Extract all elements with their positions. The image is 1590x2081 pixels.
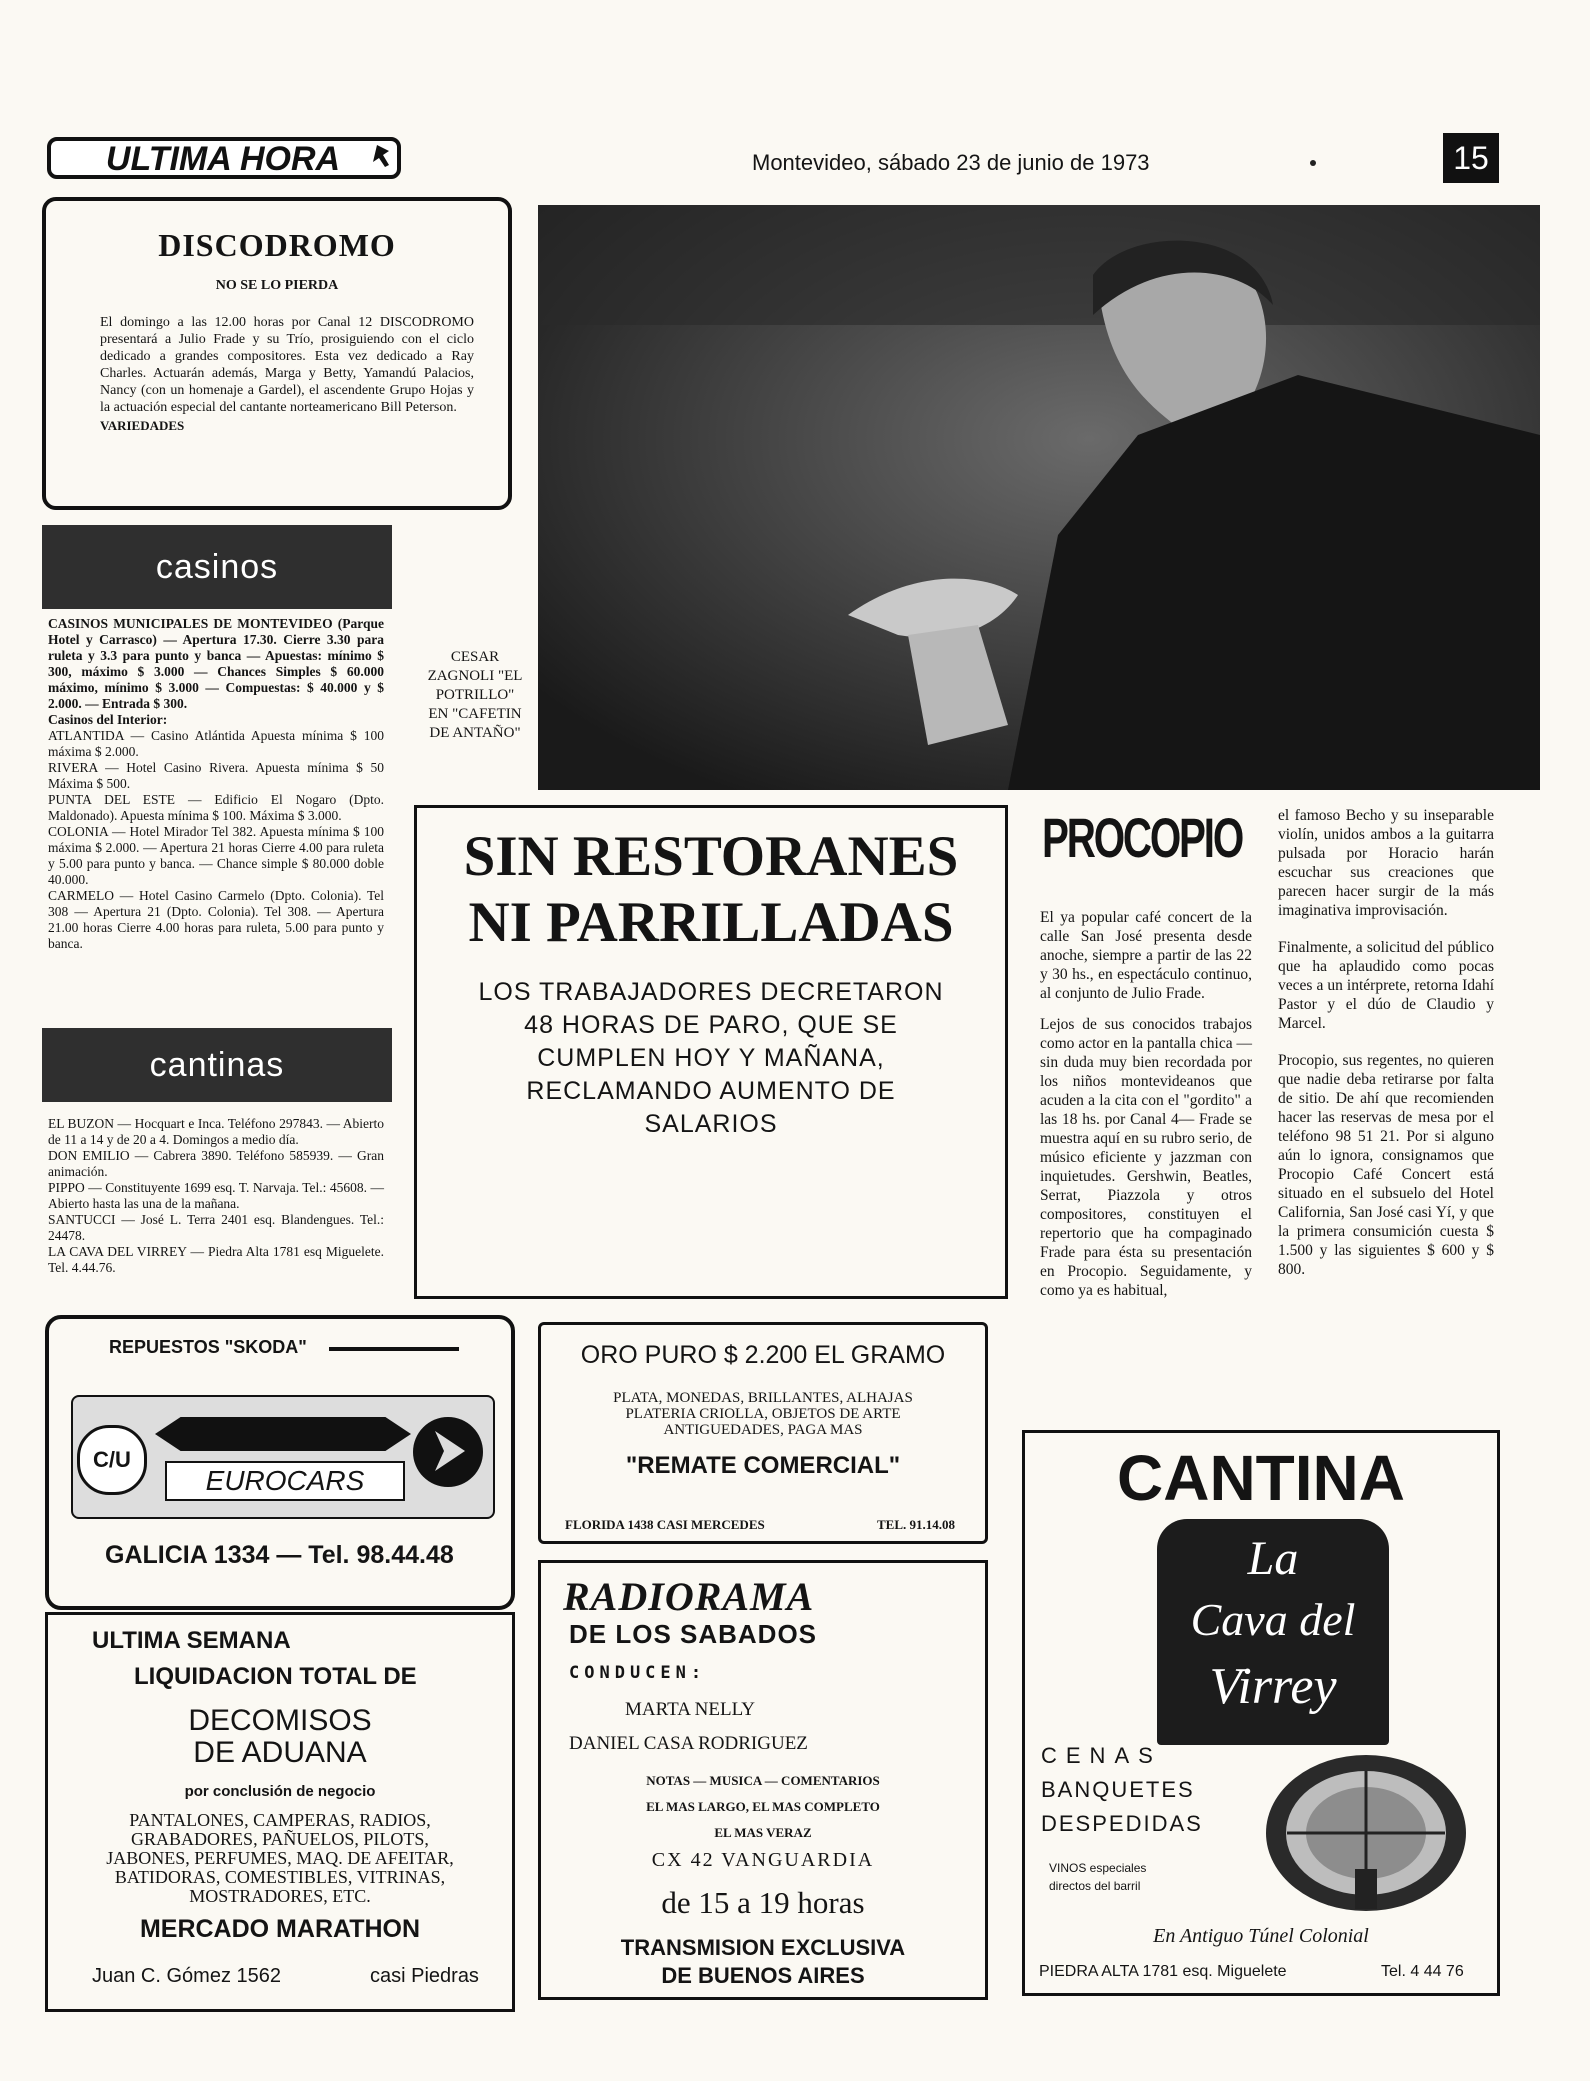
wine-barrel-icon bbox=[1257, 1749, 1475, 1917]
cantina-ad-cenas: CENAS bbox=[1041, 1743, 1162, 1768]
liquidacion-ad-l5: por conclusión de negocio bbox=[184, 1783, 376, 1800]
cantinas-banner: cantinas bbox=[42, 1028, 392, 1102]
procopio-paragraph: El ya popular café concert de la calle San José presenta desde anoche, siempre a partir de las 22 y 30 hs., en espectáculo continuo, al conjunto de Julio Frade. bbox=[1040, 909, 1252, 1002]
cantina-ad-address: PIEDRA ALTA 1781 esq. Miguelete bbox=[1039, 1963, 1287, 1980]
skoda-logo-icon bbox=[413, 1417, 483, 1487]
casinos-entry: CARMELO — Hotel Casino Carmelo (Dpto. Colonia). Tel 308 — Apertura 21 (Dpto. Colonia). Tel 308. — Apertura 21.00 horas Cierre 4.00 horas para ruleta, 5.00 para punto y banca. bbox=[48, 888, 384, 951]
skoda-ad-rule bbox=[329, 1347, 459, 1351]
eurocars-logo-panel bbox=[71, 1395, 495, 1519]
photo-cesar-zagnoli bbox=[538, 205, 1540, 790]
page-number: 15 bbox=[1443, 133, 1499, 183]
cantina-ad-tel: Tel. 4 44 76 bbox=[1381, 1963, 1464, 1980]
radiorama-line-1: NOTAS — MUSICA — COMENTARIOS bbox=[646, 1773, 880, 1788]
radiorama-station: CX 42 VANGUARDIA bbox=[651, 1849, 875, 1871]
procopio-paragraph: Procopio, sus regentes, no quieren que nadie deba retirarse por falta de sitio. De ahí que recomienden hacer las reservas de mesa por el teléfono 98 51 21. Por si alguno aún lo ignora, consignamos que Procopio Café Concert está situado en el subsuelo del Hotel California, San José casi Yí, y que la primera consumición cuesta $ 1.500 y las siguientes $ 600 y $ 800. bbox=[1278, 1052, 1494, 1278]
skoda-ad bbox=[45, 1315, 515, 1610]
liquidacion-ad bbox=[45, 1612, 515, 2012]
sin-restoranes-headline: SIN RESTORANES NI PARRILLADAS bbox=[463, 825, 959, 954]
radiorama-host-1: MARTA NELLY bbox=[625, 1699, 756, 1720]
liquidacion-ad-l4: DE ADUANA bbox=[193, 1736, 367, 1769]
discodromo-title: DISCODROMO bbox=[158, 227, 396, 263]
cava-logo-l3: Virrey bbox=[1209, 1658, 1337, 1715]
cantina-ad-tagline: En Antiguo Túnel Colonial bbox=[1153, 1925, 1369, 1947]
cantinas-entry: EL BUZON — Hocquart e Inca. Teléfono 297843. — Abierto de 11 a 14 y de 20 a 4. Domingos a medio día. bbox=[48, 1116, 384, 1147]
cantinas-entry: LA CAVA DEL VIRREY — Piedra Alta 1781 esq Miguelete. Tel. 4.44.76. bbox=[48, 1244, 384, 1275]
cantinas-entry: DON EMILIO — Cabrera 3890. Teléfono 585939. — Gran animación. bbox=[48, 1148, 384, 1179]
cava-logo-l1: La bbox=[1247, 1532, 1299, 1585]
liquidacion-ad-l2: LIQUIDACION TOTAL DE bbox=[134, 1663, 417, 1690]
procopio-column-2 bbox=[1278, 806, 1494, 1279]
casinos-entry: ATLANTIDA — Casino Atlántida Apuesta mínima $ 100 máxima $ 2.000. bbox=[48, 728, 384, 759]
cava-logo-l2: Cava del bbox=[1190, 1594, 1356, 1645]
cantina-ad bbox=[1022, 1430, 1500, 1996]
radiorama-title: RADIORAMA bbox=[563, 1574, 815, 1619]
radiorama-conducen: CONDUCEN: bbox=[569, 1663, 707, 1683]
discodromo-subtitle: NO SE LO PIERDA bbox=[215, 278, 339, 293]
radiorama-footer-1: TRANSMISION EXCLUSIVA bbox=[620, 1935, 906, 1960]
dot-decoration bbox=[1310, 160, 1316, 166]
dateline: Montevideo, sábado 23 de junio de 1973 bbox=[752, 150, 1150, 175]
cantina-ad-vinos-1: VINOS especiales bbox=[1049, 1861, 1147, 1875]
sin-restoranes-body: LOS TRABAJADORES DECRETARON 48 HORAS DE PARO, QUE SE CUMPLEN HOY Y MAÑANA, RECLAMANDO AUMENTO DE SALARIOS bbox=[478, 978, 944, 1138]
procopio-column-1 bbox=[1040, 908, 1252, 1300]
casinos-main: CASINOS MUNICIPALES DE MONTEVIDEO (Parque Hotel y Carrasco) — Apertura 17.30. Cierre 3.30 para ruleta y 3.3 para punto y banca — Apuestas: mínimo $ 300, máximo $ 3.000 — Chances Simples $ 60.000 máximo, mínimo $ 3.000 — Compuestas: $ 40.000 y $ 2.000. — Entrada $ 300. bbox=[48, 616, 384, 711]
liquidacion-ad-corner: casi Piedras bbox=[370, 1965, 479, 1987]
photo-caption: CESAR ZAGNOLI "EL POTRILLO" EN "CAFETIN DE ANTAÑO" bbox=[427, 649, 523, 741]
radiorama-hours: de 15 a 19 horas bbox=[661, 1885, 865, 1920]
procopio-title: PROCOPIO bbox=[1042, 806, 1243, 869]
casinos-interior-title: Casinos del Interior: bbox=[48, 712, 168, 727]
oro-ad-address: FLORIDA 1438 CASI MERCEDES bbox=[565, 1517, 765, 1532]
oro-ad-body: PLATA, MONEDAS, BRILLANTES, ALHAJAS PLATERIA CRIOLLA, OBJETOS DE ARTE ANTIGUEDADES, PAGA MAS bbox=[613, 1390, 913, 1438]
radiorama-host-2: DANIEL CASA RODRIGUEZ bbox=[569, 1733, 808, 1754]
cantina-ad-despedidas: DESPEDIDAS bbox=[1041, 1811, 1203, 1836]
cantinas-entry: SANTUCCI — José L. Terra 2401 esq. Blandengues. Tel.: 24478. bbox=[48, 1212, 384, 1243]
procopio-paragraph: Lejos de sus conocidos trabajos como actor en la pantalla chica —sin duda muy bien recordada por los niños montevideanos que acuden a la cita con el "gordito" a las 18 hs. por Canal 4— Frade se muestra aquí en su rubro serio, de músico eficiente y jazzman con inquietudes. Gershwin, Beatles, Serrat, Piazzola y otros compositores, constituyen el repertorio que ha compaginado Frade para ésta su presentación en Procopio. Seguidamente, y como ya es habitual, bbox=[1040, 1016, 1252, 1299]
cava-del-virrey-logo bbox=[1157, 1519, 1389, 1745]
cu-logo: C/U bbox=[77, 1425, 147, 1495]
procopio-paragraph: Finalmente, a solicitud del público que ha aplaudido como pocas veces a un intérprete, retorna Idahí Pastor y el dúo de Claudio y Marcel. bbox=[1278, 939, 1494, 1032]
radiorama-ad bbox=[538, 1560, 988, 2000]
cantinas-entry: PIPPO — Constituyente 1699 esq. T. Narvaja. Tel.: 45608. — Abierto hasta las una de la mañana. bbox=[48, 1180, 384, 1211]
liquidacion-ad-list: PANTALONES, CAMPERAS, RADIOS, GRABADORES, PAÑUELOS, PILOTS, JABONES, PERFUMES, MAQ. DE AFEITAR, BATIDORAS, COMESTIBLES, VITRINAS, MOSTRADORES, ETC. bbox=[106, 1810, 454, 1906]
masthead-logo bbox=[45, 135, 405, 181]
eurocars-brand: EUROCARS bbox=[165, 1461, 405, 1501]
liquidacion-ad-name: MERCADO MARATHON bbox=[139, 1915, 421, 1943]
radiorama-line-2: EL MAS LARGO, EL MAS COMPLETO bbox=[646, 1799, 880, 1814]
sin-restoranes-box bbox=[414, 805, 1008, 1299]
casinos-text bbox=[48, 616, 384, 952]
oro-ad-headline: ORO PURO $ 2.200 EL GRAMO bbox=[580, 1341, 946, 1369]
cantina-ad-vinos-2: directos del barril bbox=[1049, 1879, 1141, 1893]
radiorama-subtitle: DE LOS SABADOS bbox=[569, 1619, 818, 1649]
oro-ad-name: "REMATE COMERCIAL" bbox=[625, 1452, 901, 1479]
liquidacion-ad-l1: ULTIMA SEMANA bbox=[92, 1627, 291, 1654]
oro-ad-tel: TEL. 91.14.08 bbox=[877, 1517, 956, 1532]
arrow-icon bbox=[155, 1417, 411, 1451]
masthead-text: ULTIMA HORA bbox=[105, 140, 341, 178]
skoda-ad-top: REPUESTOS "SKODA" bbox=[109, 1337, 307, 1357]
casinos-entry: COLONIA — Hotel Mirador Tel 382. Apuesta mínima $ 100 máxima $ 2.000. — Apertura 21 horas Cierre 4.00 para ruleta y 5.00 para punto y banca. — Chance simple $ 80.000 doble 40.000. bbox=[48, 824, 384, 887]
discodromo-box bbox=[42, 197, 512, 510]
cantina-ad-banquetes: BANQUETES bbox=[1041, 1777, 1195, 1802]
radiorama-footer-2: DE BUENOS AIRES bbox=[661, 1963, 865, 1988]
liquidacion-ad-l3: DECOMISOS bbox=[188, 1704, 372, 1737]
radiorama-line-3: EL MAS VERAZ bbox=[714, 1825, 812, 1840]
cantinas-text bbox=[48, 1116, 384, 1276]
liquidacion-ad-address: Juan C. Gómez 1562 bbox=[92, 1965, 281, 1987]
discodromo-body: El domingo a las 12.00 horas por Canal 12 DISCODROMO presentará a Julio Frade y su Trío, prosiguiendo con el ciclo dedicado a grandes compositores. Esta vez dedicado a Ray Charles. Actuarán además, Marga y Betty, Yamandú Palacios, Nancy (con un homenaje a Gardel), el ascendente Grupo Hojas y la actuación especial del cantante norteamericano Bill Peterson. bbox=[100, 315, 474, 415]
casinos-entry: RIVERA — Hotel Casino Rivera. Apuesta mínima $ 50 Máxima $ 500. bbox=[48, 760, 384, 791]
skoda-ad-address: GALICIA 1334 — Tel. 98.44.48 bbox=[105, 1541, 454, 1569]
casinos-banner: casinos bbox=[42, 525, 392, 609]
procopio-paragraph: el famoso Becho y su inseparable violín, unidos ambos a la guitarra pulsada por Horacio harán escuchar sus creaciones que parecen hacer surgir de la más imaginativa improvisación. bbox=[1278, 807, 1494, 919]
cantina-ad-title: CANTINA bbox=[1117, 1442, 1405, 1514]
oro-ad bbox=[538, 1322, 988, 1544]
casinos-entry: PUNTA DEL ESTE — Edificio El Nogaro (Dpto. Maldonado). Apuesta mínima $ 100. Máxima $ 3.000. bbox=[48, 792, 384, 823]
discodromo-section: VARIEDADES bbox=[100, 418, 185, 433]
